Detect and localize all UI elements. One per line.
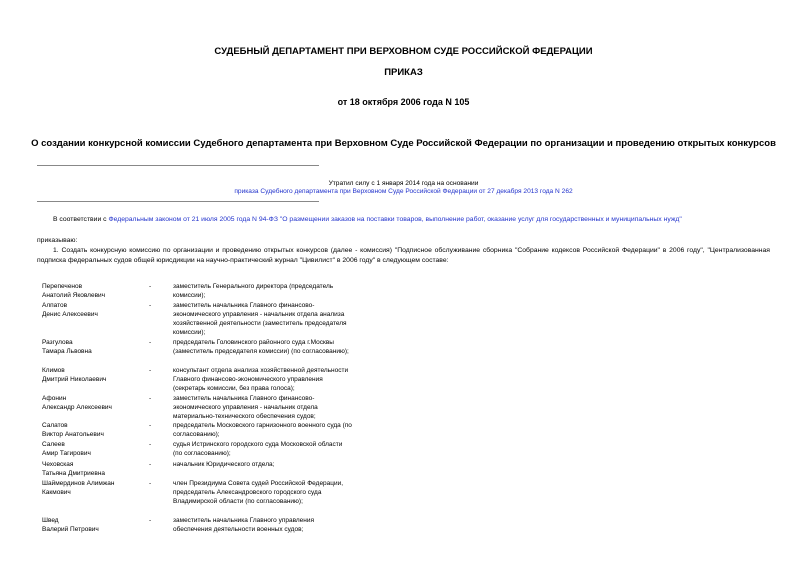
document-title: О создании конкурсной комиссии Судебного департамента при Верховном Суде Российской Федерации по организации и проведению открытых конкурсов	[31, 138, 776, 149]
member-name: Разгулова Тамара Львовна	[42, 339, 92, 355]
member-position: заместитель начальника Главного управления обеспечения деятельности военных судов;	[173, 517, 315, 533]
member-name: Климов Дмитрий Николаевич	[42, 367, 107, 383]
member-name: Салатов Виктор Анатольевич	[42, 422, 104, 438]
status-note: Утратил силу с 1 января 2014 года на основании	[328, 180, 479, 187]
bottom-divider	[37, 201, 319, 202]
member-dash: -	[149, 302, 152, 309]
member-name: Швед Валерий Петрович	[42, 517, 99, 533]
member-name: Перепеченов Анатолий Яковлевич	[42, 283, 106, 299]
item-1-paragraph: 1. Создать конкурсную комиссию по организации и проведению открытых конкурсов (далее - комиссия) "Подписное обслуживание сборника "Собрание кодексов Российской Федерации" в 2006 году", "Централизованная подписка федеральных судов общей юрисдикции на научно-практический журнал "Цивилист" в 2006 году" в следующем составе:	[37, 247, 770, 264]
member-dash: -	[149, 367, 152, 374]
member-dash: -	[149, 395, 152, 402]
member-dash: -	[149, 339, 152, 346]
member-dash: -	[149, 422, 152, 429]
member-dash: -	[149, 461, 152, 468]
member-dash: -	[149, 441, 152, 448]
member-position: заместитель начальника Главного финансово-экономического управления - начальник отдела анализа хозяйственной деятельности (заместитель председателя комиссии);	[173, 302, 347, 336]
member-name: Чеховская Татьяна Дмитриевна	[42, 461, 106, 477]
orders-line: приказываю:	[37, 237, 78, 244]
member-position: заместитель начальника Главного финансово-экономического управления - начальник отдела материально-технического обеспечения судов;	[173, 395, 318, 420]
repeal-order-link[interactable]: приказа Судебного департамента при Верховном Суде Российской Федерации от 27 декабря 2013 года N 262	[234, 188, 573, 195]
top-divider	[37, 165, 319, 166]
member-name: Афонин Александр Алексеевич	[42, 395, 112, 411]
organization-heading: СУДЕБНЫЙ ДЕПАРТАМЕНТ ПРИ ВЕРХОВНОМ СУДЕ РОССИЙСКОЙ ФЕДЕРАЦИИ	[214, 46, 593, 57]
member-position: председатель Московского гарнизонного военного суда (по согласованию);	[173, 422, 352, 438]
member-dash: -	[149, 283, 152, 290]
member-position: консультант отдела анализа хозяйственной деятельности Главного финансово-экономического управления (секретарь комиссии, без права голоса);	[173, 367, 349, 392]
member-position: член Президиума Совета судей Российской Федерации, председатель Александровского городского суда Владимирской области (по согласованию);	[173, 480, 344, 505]
federal-law-link[interactable]: Федеральным законом от 21 июля 2005 года N 94-ФЗ "О размещении заказов на поставки товаров, выполнение работ, оказание услуг для государственных и муниципальных нужд"	[108, 216, 682, 223]
member-name: Шаймердинов Алимжан Какмович	[42, 480, 115, 496]
member-position: начальник Юридического отдела;	[173, 461, 275, 468]
member-name: Салеев Амир Тагирович	[42, 441, 91, 457]
intro-paragraph	[37, 215, 770, 225]
status-link-line	[0, 188, 807, 195]
member-dash: -	[149, 517, 152, 524]
document-date-number: от 18 октября 2006 года N 105	[337, 97, 470, 107]
member-position: судья Истринского городского суда Московской области (по согласованию);	[173, 441, 343, 457]
member-name: Алпатов Денис Алексеевич	[42, 302, 98, 318]
member-dash: -	[149, 480, 152, 487]
member-position: заместитель Генерального директора (председатель комиссии);	[173, 283, 334, 299]
member-position: председатель Головинского районного суда г.Москвы (заместитель председателя комиссии) (по согласованию);	[173, 339, 349, 355]
intro-prefix: В соответствии с	[53, 216, 107, 223]
document-type: ПРИКАЗ	[384, 67, 423, 78]
